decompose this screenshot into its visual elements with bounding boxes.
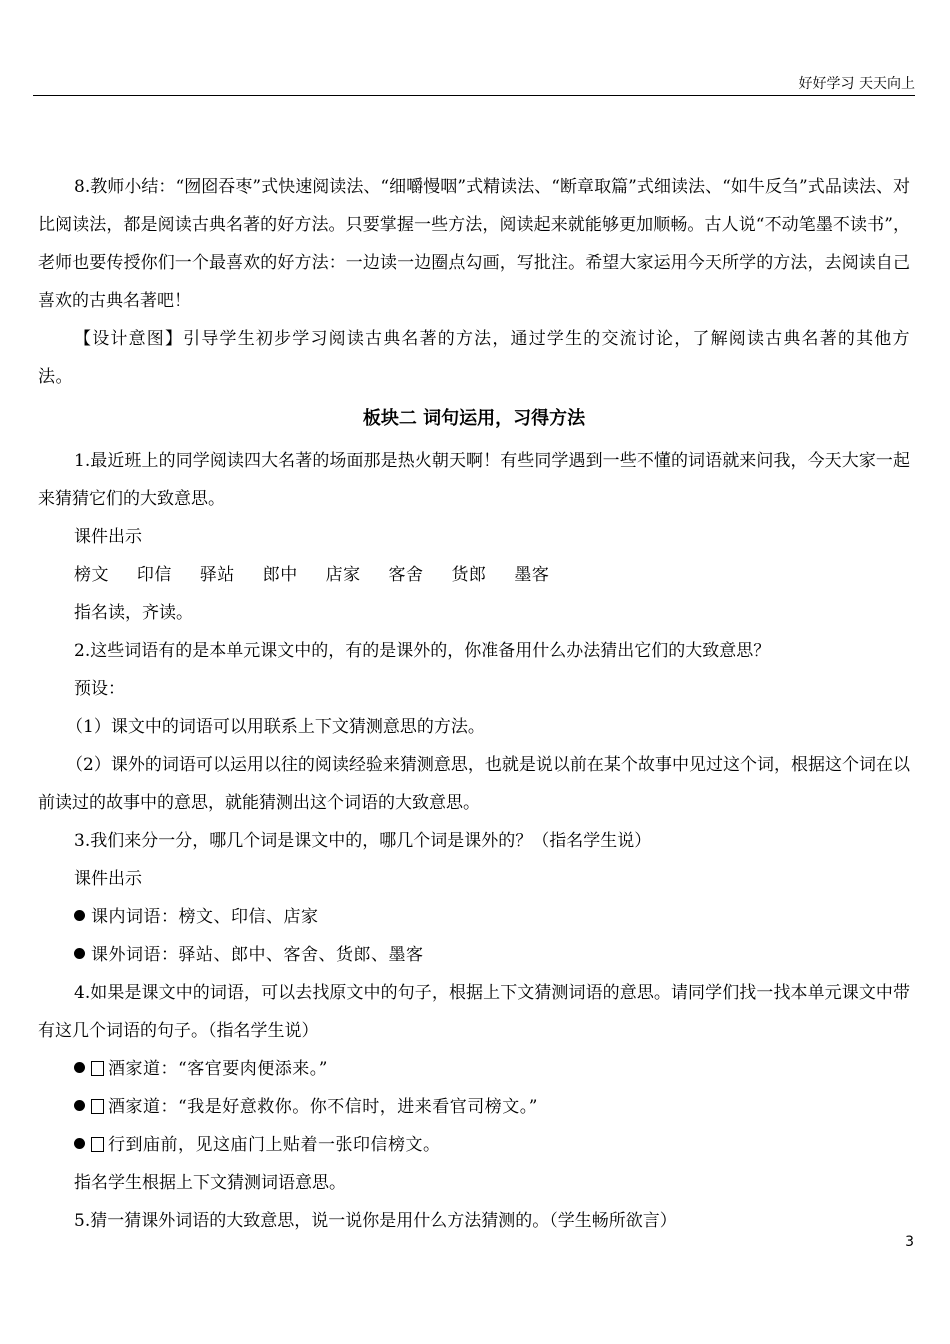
outer-words-line: [38, 936, 910, 974]
word-item: 客舍: [388, 565, 424, 585]
bullet-icon: [74, 1100, 85, 1111]
bullet-icon: [74, 1138, 85, 1149]
inner-words-text: 课内词语：榜文、印信、店家: [91, 907, 319, 927]
preset-item-1: （1）课文中的词语可以用联系上下文猜测意思的方法。: [66, 717, 485, 737]
header-text: 好好学习 天天向上: [798, 76, 915, 92]
page-number: 3: [905, 1234, 914, 1250]
quote-text: 行到庙前，见这庙门上贴着一张印信榜文。: [108, 1135, 441, 1155]
paragraph-step-1: 1.最近班上的同学阅读四大名著的场面那是热火朝天啊！有些同学遇到一些不懂的词语就来问我，今天大家一起来猜猜它们的大致意思。: [38, 451, 910, 509]
paragraph-design-intent: 【设计意图】引导学生初步学习阅读古典名著的方法，通过学生的交流讨论，了解阅读古典名著的其他方法。: [38, 329, 910, 387]
paragraph-teacher-summary: 8.教师小结：“囫囵吞枣”式快速阅读法、“细嚼慢咽”式精读法、“断章取篇”式细读法、“如牛反刍”式品读法、对比阅读法，都是阅读古典名著的好方法。只要掌握一些方法，阅读起来就能够更加顺畅。古人说“不动笔墨不读书”，老师也要传授你们一个最喜欢的好方法：一边读一边圈点勾画，写批注。希望大家运用今天所学的方法，去阅读自己喜欢的古典名著吧！: [38, 177, 910, 311]
read-instruction: 指名读，齐读。: [74, 603, 193, 623]
quote-text: 酒家道：“我是好意救你。你不信时，进来看官司榜文。”: [108, 1097, 538, 1117]
outer-words-text: 课外词语：驿站、郎中、客舍、货郎、墨客: [91, 945, 424, 965]
paragraph-step-2: 2.这些词语有的是本单元课文中的，有的是课外的，你准备用什么办法猜出它们的大致意思？: [74, 641, 771, 661]
quote-line-3: [38, 1126, 910, 1164]
preset-item-2: （2）课外的词语可以运用以往的阅读经验来猜测意思，也就是说以前在某个故事中见过这个词，根据这个词在以前读过的故事中的意思，就能猜测出这个词语的大致意思。: [38, 755, 910, 813]
word-item: 榜文: [74, 565, 109, 585]
paragraph-step-3: 3.我们来分一分，哪几个词是课文中的，哪几个词是课外的？（指名学生说）: [74, 831, 652, 851]
box-icon: [91, 1137, 104, 1152]
page-header: [33, 71, 915, 96]
bullet-icon: [74, 910, 85, 921]
bullet-icon: [74, 948, 85, 959]
quote-text: 酒家道：“客官要肉便添来。”: [108, 1059, 328, 1079]
quote-line-2: [38, 1088, 910, 1126]
section-title: 板块二 词句运用，习得方法: [362, 408, 586, 429]
word-item: 店家: [325, 565, 361, 585]
courseware-label-2: 课件出示: [74, 869, 142, 889]
guess-instruction: 指名学生根据上下文猜测词语意思。: [74, 1173, 346, 1193]
word-item: 货郎: [451, 565, 487, 585]
paragraph-step-4: 4.如果是课文中的词语，可以去找原文中的句子，根据上下文猜测词语的意思。请同学们找一找本单元课文中带有这几个词语的句子。（指名学生说）: [38, 983, 910, 1041]
paragraph-step-5: 5.猜一猜课外词语的大致意思，说一说你是用什么方法猜测的。（学生畅所欲言）: [74, 1211, 677, 1231]
inner-words-line: [38, 898, 910, 936]
word-item: 郎中: [262, 565, 298, 585]
box-icon: [91, 1099, 104, 1114]
word-list: [38, 556, 910, 594]
box-icon: [91, 1061, 104, 1076]
bullet-icon: [74, 1062, 85, 1073]
word-item: 墨客: [514, 565, 550, 585]
quote-line-1: [38, 1050, 910, 1088]
word-item: 驿站: [199, 565, 235, 585]
courseware-label-1: 课件出示: [74, 527, 142, 547]
document-body: [38, 168, 910, 1240]
preset-label: 预设：: [74, 679, 125, 699]
word-item: 印信: [136, 565, 172, 585]
